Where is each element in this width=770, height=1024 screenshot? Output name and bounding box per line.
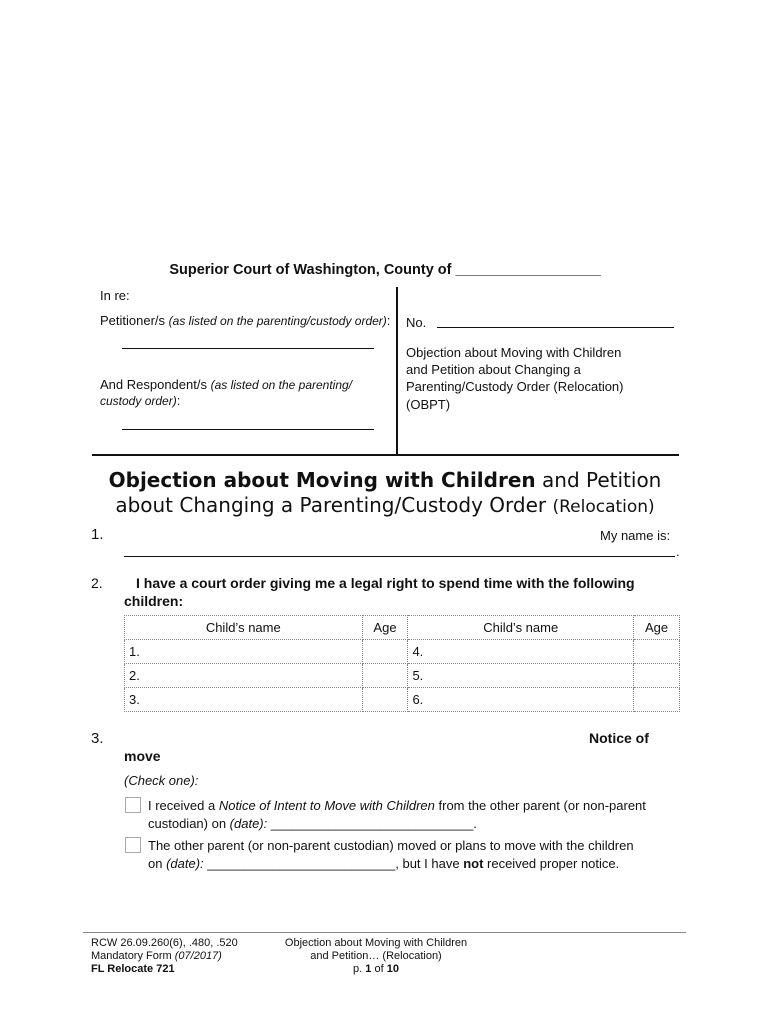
option1-text-d: custodian) on — [148, 816, 230, 831]
option1-text-date-label: (date): — [229, 816, 268, 831]
footer-page-p: p. — [353, 963, 366, 975]
child-age-cell[interactable] — [362, 640, 408, 664]
footer-page-num: 1 — [365, 963, 372, 975]
my-name-field[interactable] — [124, 556, 675, 557]
petitioner-label-line — [100, 313, 390, 328]
respondent-note-1: (as listed on the parenting/ — [210, 378, 353, 392]
form-title-rest: and Petition — [535, 468, 662, 492]
table-row — [125, 640, 680, 664]
option1-date-field[interactable]: ____________________________. — [267, 816, 477, 831]
case-title-line-1: Objection about Moving with Children — [406, 345, 622, 360]
respondent-label: And Respondent/s — [100, 377, 207, 392]
section-3-title-2: move — [124, 748, 161, 764]
children-table-header — [125, 616, 680, 640]
section-2-text — [124, 574, 684, 610]
footer-page-total: 10 — [386, 963, 399, 975]
section-2-number: 2. — [91, 575, 103, 591]
option1-text-notice: Notice of Intent to Move with Children — [218, 798, 435, 813]
case-code: (OBPT) — [406, 397, 451, 412]
child-name-cell[interactable]: 6. — [408, 688, 634, 712]
option2-text-date-label: (date): — [166, 856, 204, 871]
footer-divider — [83, 932, 686, 933]
section-1-trail: . — [676, 544, 680, 559]
header-childs-name-2: Child’s name — [408, 616, 634, 640]
respondent-note-line2 — [100, 393, 180, 408]
form-title-line-2: about Changing a Parenting/Custody Order — [115, 493, 553, 517]
child-age-cell[interactable] — [362, 664, 408, 688]
table-row — [125, 688, 680, 712]
caption-divider-horizontal — [92, 454, 679, 456]
respondent-label-line — [100, 377, 352, 392]
petitioner-name-field[interactable] — [122, 348, 374, 349]
option2-text-g: received proper notice. — [483, 856, 620, 871]
option2-text-e: , but I have — [395, 856, 464, 871]
option2-date-field[interactable]: __________________________ — [203, 856, 396, 871]
footer-page-of: of — [371, 963, 387, 975]
children-table — [124, 615, 680, 712]
option2-text-not: not — [463, 856, 484, 871]
footer-mandatory: Mandatory Form — [91, 950, 175, 962]
header-age-1: Age — [362, 616, 408, 640]
child-name-cell[interactable]: 1. — [125, 640, 363, 664]
option-notice-received-text — [148, 797, 688, 833]
case-number-field[interactable] — [437, 327, 674, 328]
child-name-cell[interactable]: 4. — [408, 640, 634, 664]
option-notice-received-checkbox[interactable] — [125, 797, 141, 813]
option2-text-b: on — [148, 856, 167, 871]
section-2-text-line-2: children: — [124, 593, 184, 609]
form-title — [0, 468, 770, 520]
case-number-label: No. — [406, 315, 427, 330]
child-name-cell[interactable]: 5. — [408, 664, 634, 688]
section-3-number: 3. — [91, 730, 104, 747]
child-name-cell[interactable]: 3. — [125, 688, 363, 712]
case-title-line-2: and Petition about Changing a — [406, 362, 581, 377]
footer-form-id: FL Relocate 721 — [91, 963, 175, 975]
in-re-label: In re: — [100, 288, 130, 303]
table-row — [125, 664, 680, 688]
option-no-notice-text — [148, 837, 688, 873]
option1-text-a: I received a — [148, 798, 219, 813]
option2-text-a: The other parent (or non-parent custodian) moved or plans to move with the children — [148, 838, 634, 853]
petitioner-colon: : — [386, 313, 391, 328]
child-age-cell[interactable] — [634, 664, 680, 688]
respondent-colon: : — [176, 393, 181, 408]
section-2-text-line-1: I have a court order giving me a legal right to spend time with the following — [136, 575, 635, 591]
form-title-relocation: (Relocation) — [552, 497, 655, 517]
section-1-text: My name is: — [600, 528, 671, 543]
case-title-block — [406, 344, 624, 395]
petitioner-label: Petitioner/s — [100, 313, 166, 328]
footer-center-1: Objection about Moving with Children — [284, 937, 468, 949]
footer-center-2: and Petition… (Relocation) — [310, 950, 442, 962]
section-3-title-1: Notice of — [589, 730, 649, 746]
footer-rcw: RCW 26.09.260(6), .480, .520 — [91, 937, 238, 949]
check-one-label: (Check one): — [124, 773, 199, 788]
child-name-cell[interactable]: 2. — [125, 664, 363, 688]
option-no-notice-checkbox[interactable] — [125, 837, 141, 853]
case-title-line-3: Parenting/Custody Order (Relocation) — [406, 379, 624, 394]
section-1-number: 1. — [91, 526, 104, 543]
header-age-2: Age — [634, 616, 680, 640]
court-title: Superior Court of Washington, County of __________________ — [169, 262, 601, 278]
option1-text-c: from the other parent (or non-parent — [434, 798, 646, 813]
footer-mandatory-date: (07/2017) — [174, 950, 222, 962]
footer-left — [91, 937, 238, 976]
petitioner-note: (as listed on the parenting/custody order) — [168, 314, 387, 328]
caption-divider-vertical — [396, 287, 398, 455]
respondent-note-2: custody order) — [100, 394, 177, 408]
child-age-cell[interactable] — [362, 688, 408, 712]
header-childs-name-1: Child’s name — [125, 616, 363, 640]
form-title-bold: Objection about Moving with Children — [108, 468, 536, 492]
respondent-name-field[interactable] — [122, 429, 374, 430]
footer-center — [256, 937, 496, 976]
child-age-cell[interactable] — [634, 640, 680, 664]
child-age-cell[interactable] — [634, 688, 680, 712]
